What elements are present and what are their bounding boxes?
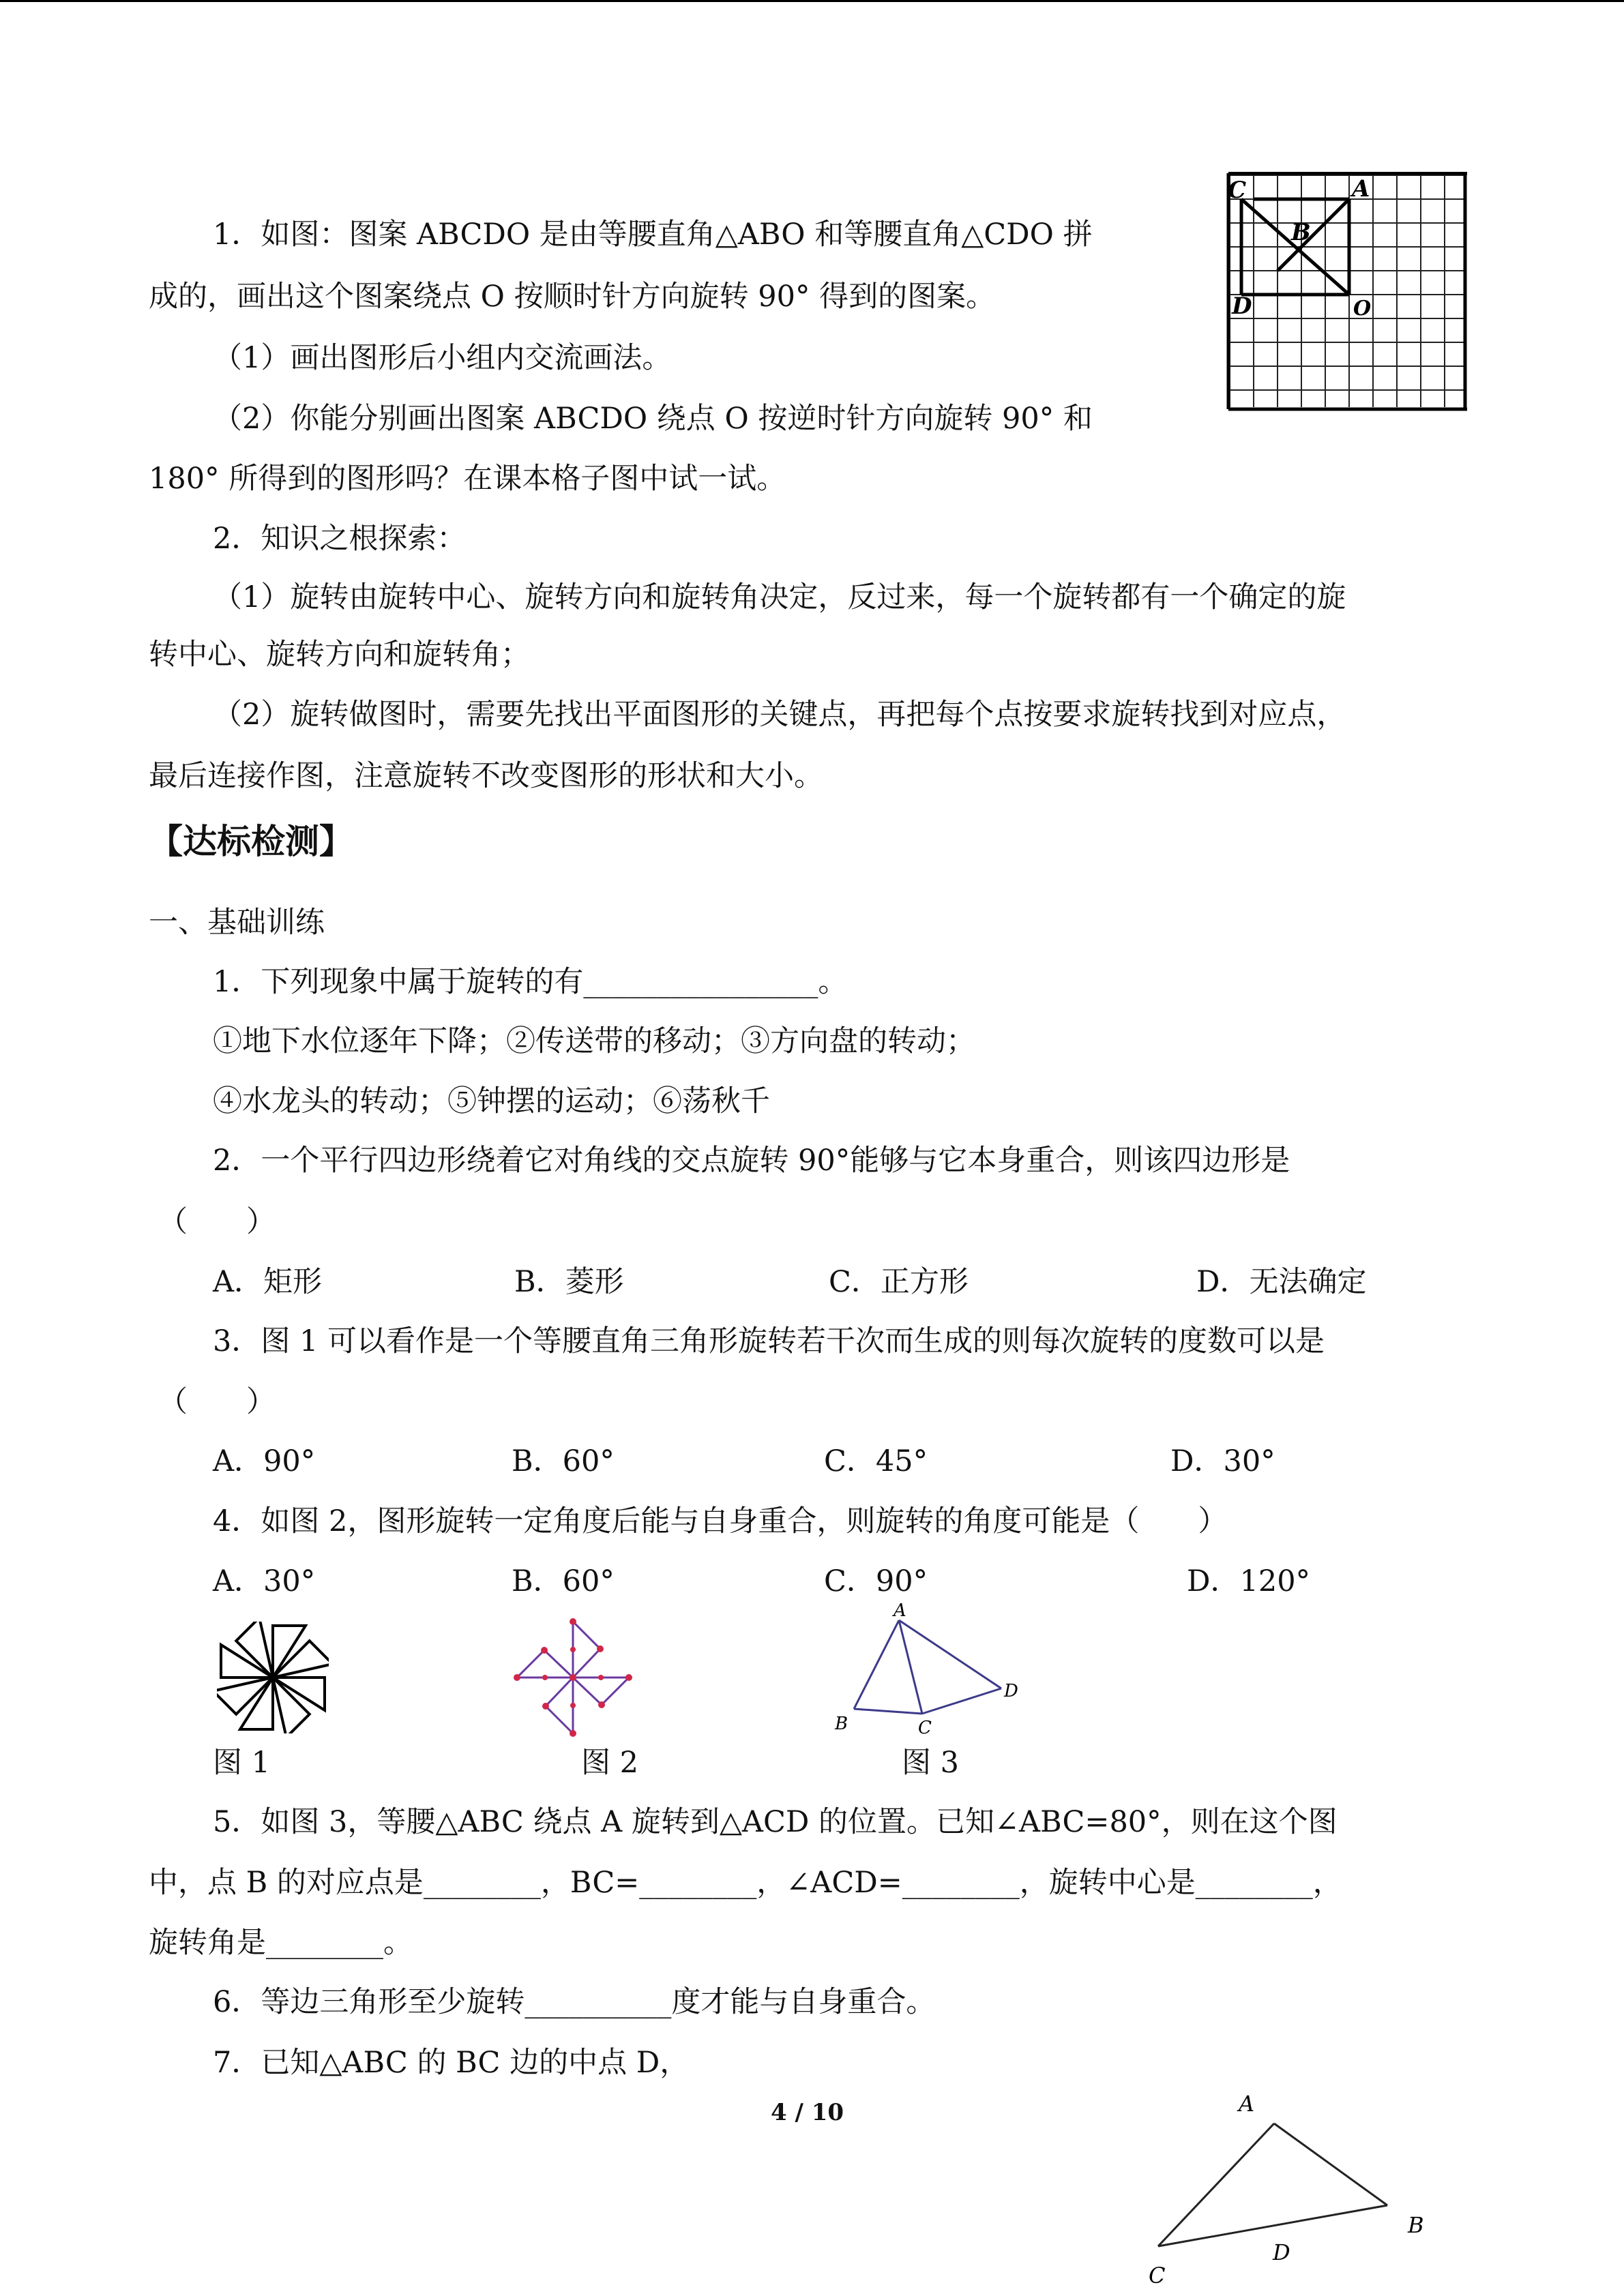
intro-p2-sub1-line1: （1）旋转由旋转中心、旋转方向和旋转角决定，反过来，每一个旋转都有一个确定的旋 [213, 580, 1346, 614]
q2-stem: 2．一个平行四边形绕着它对角线的交点旋转 90°能够与它本身重合，则该四边形是 [213, 1144, 1290, 1178]
q1-options-line1: ①地下水位逐年下降；②传送带的移动；③方向盘的转动； [213, 1024, 975, 1058]
q3-answer-paren: （ ） [158, 1385, 276, 1419]
intro-p1-sub2-line2: 180° 所得到的图形吗？在课本格子图中试一试。 [149, 462, 786, 496]
q7-label-b: B [1408, 2212, 1424, 2238]
q7-label-a: A [1239, 2091, 1255, 2117]
q2-option-c: C．正方形 [829, 1265, 969, 1299]
fig3-label-a: A [894, 1601, 906, 1621]
q4-option-c: C．90° [824, 1564, 928, 1598]
grid-label-a: A [1352, 175, 1370, 203]
grid-label-c: C [1228, 177, 1247, 204]
q4-option-b: B．60° [512, 1564, 615, 1598]
q3-stem: 3．图 1 可以看作是一个等腰直角三角形旋转若干次而生成的则每次旋转的度数可以是 [213, 1324, 1325, 1358]
q2-option-a: A．矩形 [213, 1265, 323, 1299]
grid-label-b: B [1291, 219, 1311, 246]
q7-label-d: D [1273, 2239, 1290, 2265]
section-subheading: 一、基础训练 [149, 906, 325, 940]
q3-option-b: B．60° [512, 1444, 615, 1478]
intro-p2-sub1-line2: 转中心、旋转方向和旋转角； [149, 638, 530, 672]
fig3-label-b: B [835, 1714, 848, 1734]
top-border [0, 0, 1624, 2]
figure-2-pinwheel [510, 1615, 636, 1740]
q3-option-c: C．45° [824, 1444, 928, 1478]
q3-option-d: D．30° [1170, 1444, 1275, 1478]
q6-stem: 6．等边三角形至少旋转__________度才能与自身重合。 [213, 1985, 936, 2019]
intro-p2-sub2-line1: （2）旋转做图时，需要先找出平面图形的关键点，再把每个点按要求旋转找到对应点， [213, 698, 1346, 732]
grid-label-o: O [1353, 297, 1372, 320]
fig3-label-c: C [918, 1718, 932, 1738]
q4-option-d: D．120° [1187, 1564, 1311, 1598]
intro-p1-sub2-line1: （2）你能分别画出图案 ABCDO 绕点 O 按逆时针方向旋转 90° 和 [213, 402, 1093, 436]
grid-figure [1226, 172, 1469, 416]
figure-1-pinwheel [217, 1622, 329, 1733]
page-number: 4 / 10 [771, 2099, 844, 2126]
q1-stem: 1．下列现象中属于旋转的有________________。 [213, 965, 848, 999]
q5-line1: 5．如图 3，等腰△ABC 绕点 A 旋转到△ACD 的位置。已知∠ABC=80°，则在这个图 [213, 1805, 1338, 1839]
intro-p1-line2: 成的，画出这个图案绕点 O 按顺时针方向旋转 90° 得到的图案。 [149, 280, 996, 314]
section-heading: 【达标检测】 [149, 822, 353, 861]
figure-3-triangles [825, 1601, 1030, 1738]
q3-option-a: A．90° [213, 1444, 316, 1478]
intro-p1-line1: 1．如图：图案 ABCDO 是由等腰直角△ABO 和等腰直角△CDO 拼 [213, 218, 1093, 252]
figure-2-caption: 图 2 [581, 1746, 639, 1780]
q5-line3: 旋转角是________。 [149, 1926, 413, 1960]
q4-stem: 4．如图 2，图形旋转一定角度后能与自身重合，则旋转的角度可能是（ ） [213, 1504, 1228, 1538]
q2-option-d: D．无法确定 [1196, 1265, 1367, 1299]
figure-1-caption: 图 1 [213, 1746, 271, 1780]
grid-label-d: D [1232, 293, 1252, 320]
q7-label-c: C [1149, 2263, 1166, 2288]
q7-stem: 7．已知△ABC 的 BC 边的中点 D， [213, 2046, 690, 2080]
intro-p2-sub2-line2: 最后连接作图，注意旋转不改变图形的形状和大小。 [149, 759, 823, 793]
intro-p1-sub1: （1）画出图形后小组内交流画法。 [213, 341, 672, 375]
q2-option-b: B．菱形 [514, 1265, 624, 1299]
intro-p2-title: 2．知识之根探索： [213, 522, 467, 556]
fig3-label-d: D [1004, 1681, 1018, 1701]
q5-line2: 中，点 B 的对应点是________，BC=________，∠ACD=________，旋转中心是________， [149, 1866, 1342, 1900]
q1-options-line2: ④水龙头的转动；⑤钟摆的运动；⑥荡秋千 [213, 1084, 770, 1118]
q7-triangle-figure [1143, 2091, 1436, 2288]
q2-answer-paren: （ ） [158, 1205, 276, 1239]
figure-3-caption: 图 3 [902, 1746, 960, 1780]
q4-option-a: A．30° [213, 1564, 316, 1598]
